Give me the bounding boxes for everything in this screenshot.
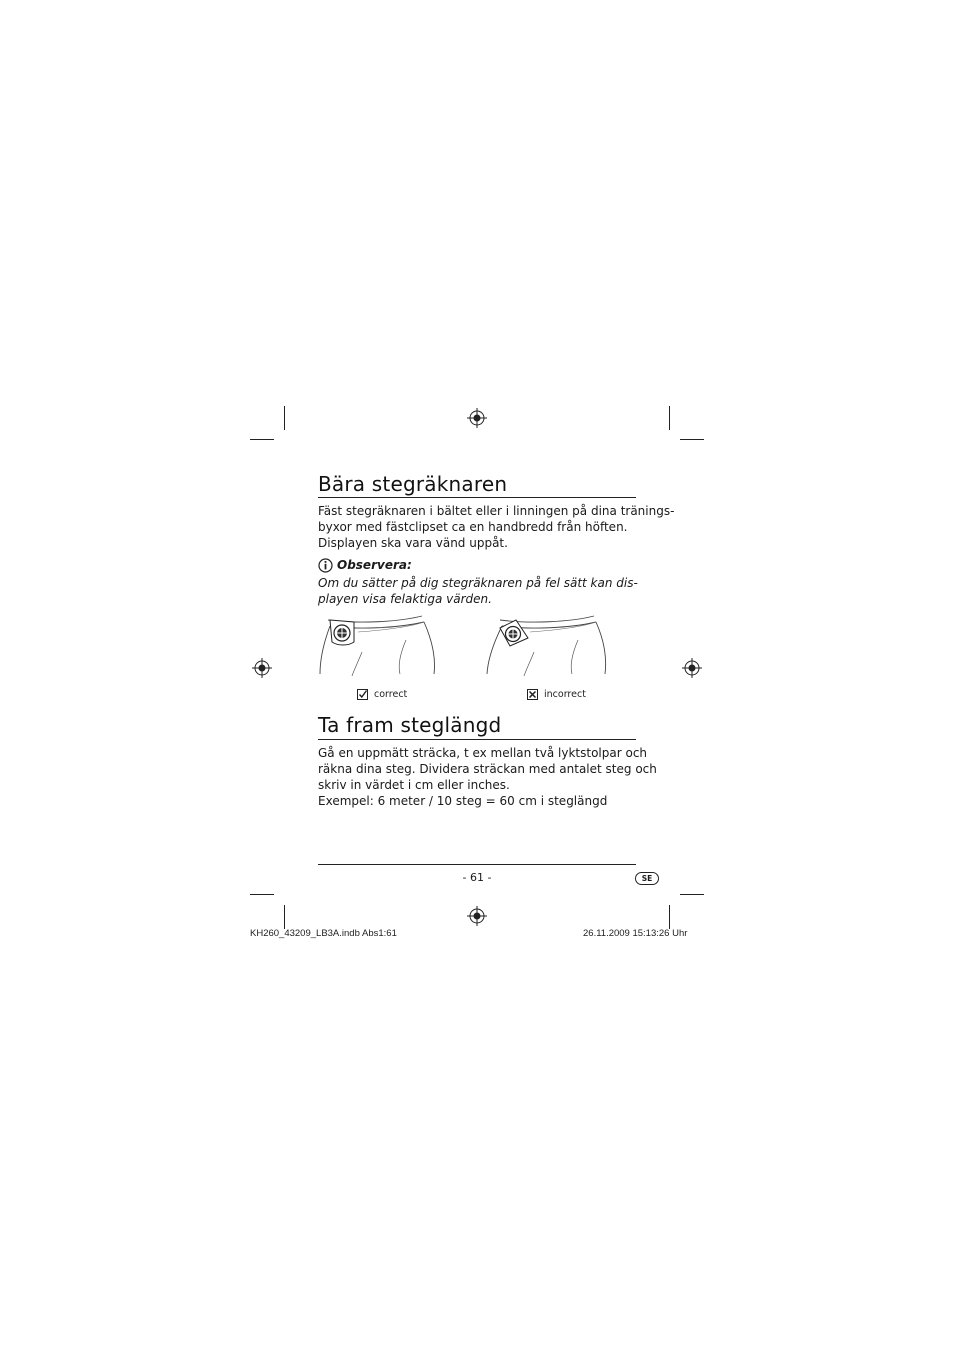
language-badge: SE bbox=[635, 872, 659, 885]
registration-mark-icon bbox=[252, 658, 272, 678]
caption-incorrect bbox=[527, 689, 586, 700]
section-title-step-length: Ta fram steglängd bbox=[318, 713, 502, 737]
crop-mark bbox=[250, 439, 274, 440]
section-body-wearing bbox=[318, 503, 675, 551]
body-line: Displayen ska vara vänd uppåt. bbox=[318, 536, 508, 550]
page-number: - 61 - bbox=[462, 871, 492, 884]
note-body bbox=[318, 575, 636, 607]
crop-mark bbox=[284, 905, 285, 929]
registration-mark-icon bbox=[467, 408, 487, 428]
info-icon bbox=[318, 558, 333, 573]
print-slug-datetime: 26.11.2009 15:13:26 Uhr bbox=[583, 928, 688, 939]
crop-mark bbox=[250, 894, 274, 895]
checkbox-checked-icon bbox=[357, 689, 368, 700]
caption-correct bbox=[357, 689, 407, 700]
checkbox-crossed-icon bbox=[527, 689, 538, 700]
crop-mark bbox=[669, 406, 670, 430]
body-line: Gå en uppmätt sträcka, t ex mellan två lyktstolpar och bbox=[318, 746, 648, 760]
footer-rule bbox=[318, 864, 636, 865]
body-line: byxor med fästclipset ca en handbredd från höften. bbox=[318, 520, 628, 534]
body-line: skriv in värdet i cm eller inches. bbox=[318, 778, 510, 792]
note-label: Observera: bbox=[337, 558, 412, 572]
body-line: räkna dina steg. Dividera sträckan med antalet steg och bbox=[318, 762, 657, 776]
crop-mark bbox=[284, 406, 285, 430]
crop-mark bbox=[680, 894, 704, 895]
crop-mark bbox=[669, 905, 670, 929]
note-line: playen visa felaktiga värden. bbox=[318, 592, 492, 606]
registration-mark-icon bbox=[682, 658, 702, 678]
illustration-incorrect-wearing bbox=[486, 612, 608, 676]
body-line: Fäst stegräknaren i bältet eller i linningen på dina tränings- bbox=[318, 504, 675, 518]
note-line: Om du sätter på dig stegräknaren på fel sätt kan dis- bbox=[318, 576, 638, 590]
title-underline bbox=[318, 497, 636, 498]
caption-correct-label: correct bbox=[374, 689, 408, 700]
registration-mark-icon bbox=[467, 906, 487, 926]
body-line: Exempel: 6 meter / 10 steg = 60 cm i steglängd bbox=[318, 794, 608, 808]
section-body-step-length bbox=[318, 745, 657, 809]
note-heading bbox=[318, 556, 412, 574]
illustration-correct-wearing bbox=[318, 612, 438, 676]
section-title-wearing: Bära stegräknaren bbox=[318, 472, 508, 496]
caption-incorrect-label: incorrect bbox=[544, 689, 586, 700]
crop-mark bbox=[680, 439, 704, 440]
print-slug-file: KH260_43209_LB3A.indb Abs1:61 bbox=[250, 928, 397, 939]
title-underline bbox=[318, 739, 636, 740]
